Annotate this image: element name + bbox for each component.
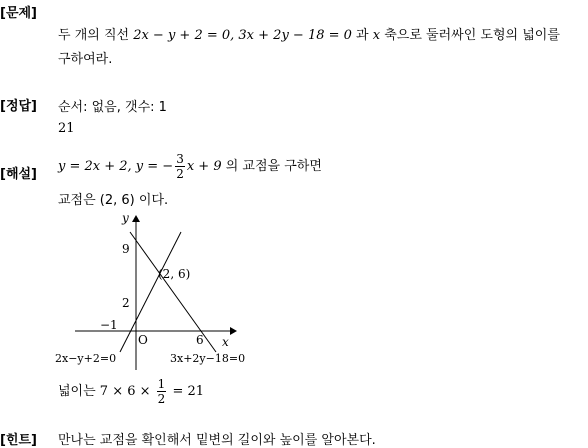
answer-tag: [정답] (0, 99, 37, 114)
solution-line-2: 교점은 (2, 6) 이다. (58, 193, 169, 208)
problem-axis-var: x (372, 28, 381, 43)
problem-line-1 (58, 24, 560, 43)
y-axis-label: y (122, 211, 129, 225)
hint-tag: [힌트] (0, 433, 37, 448)
intersection-graph (50, 205, 270, 370)
solution-line-1-suffix: 의 교점을 구하면 (221, 159, 322, 174)
x-tick-minus1: −1 (100, 318, 118, 332)
line2-label: 3x+2y−18=0 (170, 352, 246, 365)
problem-line-2: 구하여라. (58, 52, 113, 67)
solution-eq-a: y = 2x + 2, y = − (58, 159, 174, 174)
answer-meta: 순서: 없음, 갯수: 1 (58, 100, 167, 115)
fraction-denominator: 2 (176, 167, 184, 181)
area-fraction-1-2 (157, 377, 167, 406)
solution-area-line (58, 377, 204, 406)
answer-value: 21 (58, 121, 75, 136)
problem-text-mid: 과 (351, 28, 373, 43)
problem-tag: [문제] (0, 6, 37, 21)
hint-text: 만나는 교점을 확인해서 밑변의 길이와 높이를 알아본다. (58, 433, 376, 448)
solution-fraction-3-2 (175, 152, 185, 181)
x-tick-6: 6 (196, 333, 204, 347)
solution-line-1 (58, 152, 322, 181)
y-tick-2: 2 (122, 296, 130, 310)
fraction-numerator: 3 (176, 152, 184, 166)
solution-eq-b: x + 9 (186, 159, 222, 174)
solution-tag: [해설] (0, 167, 37, 182)
problem-text-prefix: 두 개의 직선 (58, 28, 134, 43)
line1-label: 2x−y+2=0 (55, 352, 117, 365)
problem-text-suffix: 축으로 둘러싸인 도형의 넓이를 (380, 28, 560, 43)
problem-equations: 2x − y + 2 = 0, 3x + 2y − 18 = 0 (133, 28, 352, 43)
area-prefix: 넓이는 7 × 6 × (58, 384, 155, 399)
fraction-numerator: 1 (157, 377, 166, 391)
y-tick-9: 9 (122, 242, 130, 256)
intersection-point-label: (2, 6) (158, 267, 191, 281)
x-axis-label: x (222, 335, 229, 349)
y-axis-arrow (132, 215, 140, 222)
x-axis-arrow (230, 327, 237, 335)
origin-label: O (138, 333, 148, 347)
fraction-denominator: 2 (157, 392, 166, 406)
area-suffix: = 21 (168, 384, 205, 399)
